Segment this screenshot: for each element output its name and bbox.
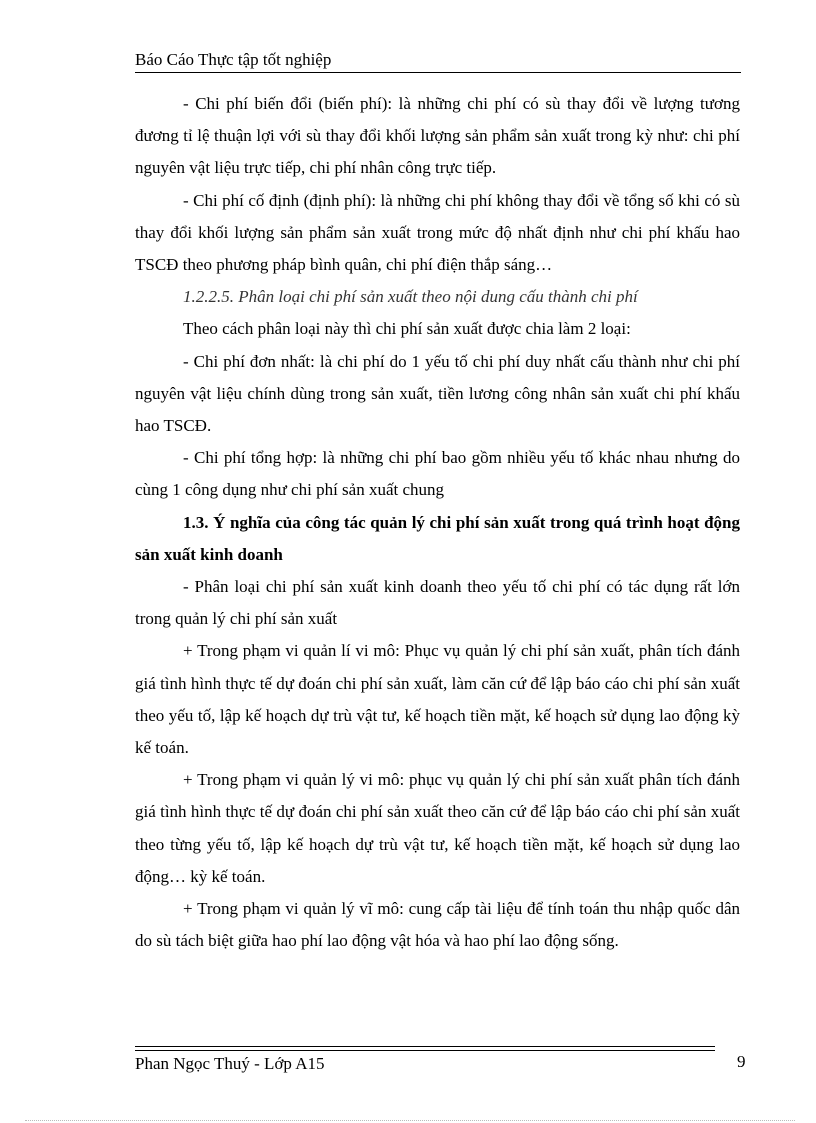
paragraph-don-nhat: - Chi phí đơn nhất: là chi phí do 1 yếu tố chi phí duy nhất cấu thành như chi phí nguyên vật liệu chính dùng trong sản xuất, tiền lương công nhân sản xuất chi phí khấu hao TSCĐ. [135, 351, 740, 436]
section-heading-1-3: 1.3. Ý nghĩa của công tác quản lý chi phí sản xuất trong quá trình hoạt động sản xuất kinh doanh [135, 512, 740, 564]
paragraph-vi-mo-3: + Trong phạm vi quản lý vĩ mô: cung cấp tài liệu để tính toán thu nhập quốc dân do sù tách biệt giữa hao phí lao động vật hóa và hao phí lao động sống. [135, 899, 740, 951]
paragraph-vi-mo-2: + Trong phạm vi quản lý vi mô: phục vụ quản lý chi phí sản xuất phân tích đánh giá tình hình thực tế dự đoán chi phí sản xuất theo căn cứ để lập báo cáo chi phí sản xuất theo từng yếu tố, lập kế hoạch dự trù vật tư, kế hoạch tiền mặt, kế hoạch sử dụng lao động… kỳ kế toán. [135, 770, 740, 886]
footer-rule-top [135, 1046, 715, 1047]
paragraph-vi-mo-1: + Trong phạm vi quản lí vi mô: Phục vụ quản lý chi phí sản xuất, phân tích đánh giá tình hình thực tế dự đoán chi phí sản xuất, làm căn cứ để lập báo cáo chi phí sản xuất theo yếu tố, lập kế hoạch dự trù vật tư, kế hoạch tiền mặt, kế hoạch sử dụng lao động kỳ kế toán. [135, 641, 740, 758]
document-body [135, 88, 740, 957]
paragraph-dinh-phi: - Chi phí cố định (định phí): là những chi phí không thay đổi về tổng số khi có sù thay đổi khối lượng sản phẩm sản xuất trong mức độ nhất định như chi phí khấu hao TSCĐ theo phương pháp bình quân, chi phí điện thắp sáng… [135, 190, 740, 275]
paragraph-intro-2-loai: Theo cách phân loại này thì chi phí sản xuất được chia làm 2 loại: [183, 319, 631, 339]
page-break-line [25, 1120, 795, 1121]
header-rule [135, 72, 741, 73]
page-header-title: Báo Cáo Thực tập tốt nghiệp [135, 50, 332, 69]
footer-author: Phan Ngọc Thuý - Lớp A15 [135, 1054, 325, 1073]
page-number: 9 [737, 1052, 746, 1071]
footer-rule-bottom [135, 1050, 715, 1051]
paragraph-bien-phi: - Chi phí biến đổi (biến phí): là những chi phí có sù thay đổi về lượng tương đương tỉ lệ thuận lợi với sù thay đổi khối lượng sản phẩm sản xuất trong kỳ như: chi phí nguyên vật liệu trực tiếp, chi phí nhân công trực tiếp. [135, 94, 740, 178]
section-heading-1-2-2-5: 1.2.2.5. Phân loại chi phí sản xuất theo nội dung cấu thành chi phí [183, 287, 638, 307]
paragraph-tong-hop: - Chi phí tổng hợp: là những chi phí bao gồm nhiều yếu tố khác nhau nhưng do cùng 1 công dụng như chi phí sản xuất chung [135, 448, 740, 500]
paragraph-phan-loai-yeu-to: - Phân loại chi phí sản xuất kinh doanh theo yếu tố chi phí có tác dụng rất lớn trong quản lý chi phí sản xuất [135, 577, 740, 629]
